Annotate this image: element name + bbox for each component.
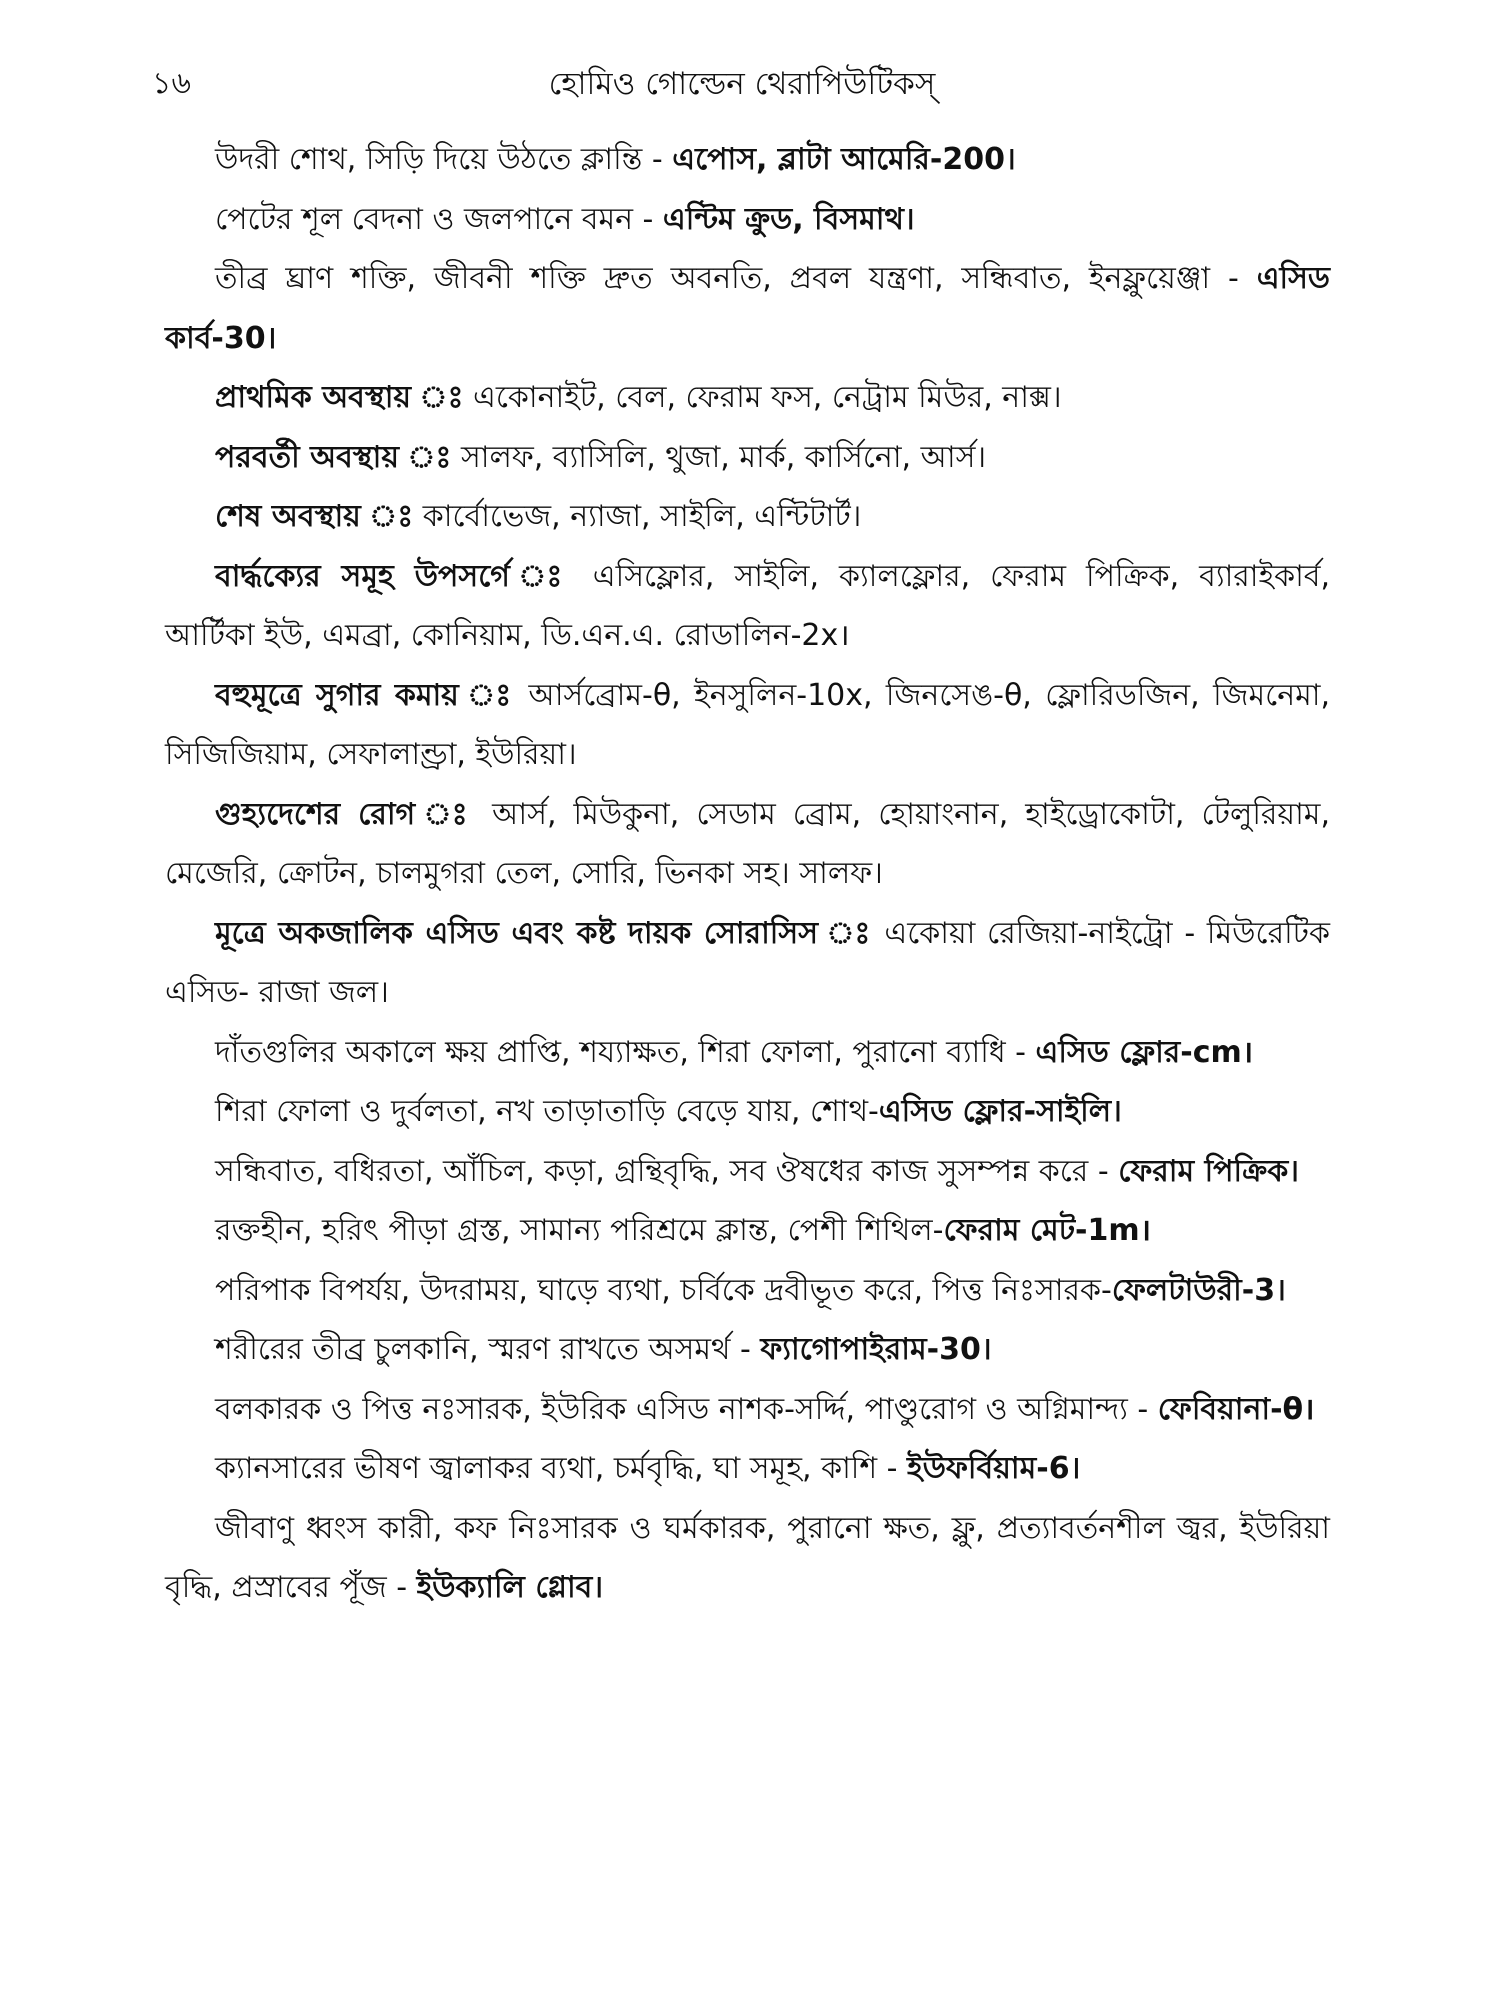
remedy-name: এসিড কার্ব-30।	[165, 261, 1330, 356]
paragraph-text: রক্তহীন, হরিৎ পীড়া গ্রস্ত, সামান্য পরিশ্রমে ক্লান্ত, পেশী শিথিল-	[215, 1213, 944, 1248]
body-text	[165, 130, 1330, 1618]
paragraph	[165, 666, 1330, 785]
paragraph	[165, 785, 1330, 904]
page-number: ১৬	[152, 66, 191, 101]
paragraph-tail: একোনাইট, বেল, ফেরাম ফস, নেট্রাম মিউর, নাক্স।	[463, 380, 1062, 415]
paragraph-text: বলকারক ও পিত্ত নঃসারক, ইউরিক এসিড নাশক-সর্দ্দি, পাণ্ডুরোগ ও অগ্নিমান্দ্য -	[215, 1391, 1158, 1427]
section-heading: বহুমূত্রে সুগার কমায় ঃ	[215, 677, 516, 713]
section-heading: মূত্রে অকজালিক এসিড এবং কষ্ট দায়ক সোরাসিস ঃ	[215, 915, 873, 951]
remedy-name: এসিড ফ্লোর-cm।	[1035, 1034, 1254, 1070]
remedy-name: এসিড ফ্লোর-সাইলি।	[878, 1094, 1122, 1129]
paragraph-text: শরীরের তীব্র চুলকানি, স্মরণ রাখতে অসমর্থ -	[215, 1332, 761, 1367]
paragraph	[165, 1082, 1330, 1142]
paragraph-text: পরিপাক বিপর্যয়, উদরাময়, ঘাড়ে ব্যথা, চর্বিকে দ্রবীভূত করে, পিত্ত নিঃসারক-	[215, 1272, 1112, 1308]
section-heading: শেষ অবস্থায় ঃ	[215, 499, 414, 534]
running-head	[152, 58, 1332, 110]
paragraph	[165, 1023, 1330, 1083]
paragraph-tail: এসিফ্লোর, সাইলি, ক্যালফ্লোর, ফেরাম পিক্রিক, ব্যারাইকার্ব, আর্টিকা ইউ, এমব্রা, কোনিয়াম, ডি.এন.এ. রোডালিন-2x।	[165, 558, 1330, 653]
paragraph	[165, 249, 1330, 368]
paragraph	[165, 904, 1330, 1023]
remedy-name: এন্টিম ক্রুড, বিসমাথ।	[662, 201, 915, 237]
section-heading: গুহ্যদেশের রোগ ঃ	[215, 796, 476, 832]
section-heading: প্রাথমিক অবস্থায় ঃ	[215, 380, 464, 415]
remedy-name: ফেরাম পিক্রিক।	[1118, 1153, 1299, 1189]
remedy-name: ফ্যাগোপাইরাম-30।	[760, 1332, 992, 1367]
paragraph-text: তীব্র ঘ্রাণ শক্তি, জীবনী শক্তি দ্রুত অবনতি, প্রবল যন্ত্রণা, সন্ধিবাত, ইনফ্লুয়েঞ্জা -	[215, 261, 1257, 296]
remedy-name: ফেবিয়ানা-θ।	[1157, 1391, 1315, 1427]
paragraph	[165, 487, 1330, 547]
remedy-name: ইউক্যালি গ্লোব।	[416, 1570, 604, 1605]
paragraph-text: পেটের শূল বেদনা ও জলপানে বমন -	[215, 201, 663, 237]
paragraph-tail: সালফ, ব্যাসিলি, থুজা, মার্ক, কার্সিনো, আর্স।	[451, 439, 987, 475]
paragraph-text: সন্ধিবাত, বধিরতা, আঁচিল, কড়া, গ্রন্থিবৃদ্ধি, সব ঔষধের কাজ সুসম্পন্ন করে -	[215, 1153, 1119, 1189]
paragraph	[165, 368, 1330, 428]
remedy-name: ফেলটাউরী-3।	[1111, 1272, 1286, 1308]
paragraph-text: শিরা ফোলা ও দুর্বলতা, নখ তাড়াতাড়ি বেড়ে যায়, শোথ-	[215, 1094, 879, 1129]
paragraph-text: ক্যানসারের ভীষণ জ্বালাকর ব্যথা, চর্মবৃদ্ধি, ঘা সমূহ, কাশি -	[215, 1451, 908, 1486]
paragraph	[165, 1261, 1330, 1321]
book-title: হোমিও গোল্ডেন থেরাপিউটিকস্	[548, 66, 936, 102]
remedy-name: ইউফর্বিয়াম-6।	[907, 1451, 1081, 1486]
paragraph	[165, 1439, 1330, 1499]
section-heading: পরবর্তী অবস্থায় ঃ	[215, 439, 452, 475]
paragraph	[165, 1380, 1330, 1440]
paragraph-tail: আর্সব্রোম-θ, ইনসুলিন-10x, জিনসেঙ-θ, ফ্লোরিডজিন, জিমনেমা, সিজিজিয়াম, সেফালাণ্ড্রা, ইউরিয়া।	[165, 677, 1330, 772]
paragraph-tail: কার্বোভেজ, ন্যাজা, সাইলি, এন্টিটার্ট।	[413, 499, 862, 534]
paragraph	[165, 1201, 1330, 1261]
paragraph-text: দাঁতগুলির অকালে ক্ষয় প্রাপ্তি, শয্যাক্ষত, শিরা ফোলা, পুরানো ব্যাধি -	[215, 1034, 1036, 1070]
remedy-name: এপোস, ব্লাটা আমেরি-200।	[672, 142, 1016, 177]
paragraph-text: জীবাণু ধ্বংস কারী, কফ নিঃসারক ও ঘর্মকারক, পুরানো ক্ষত, ফ্লু, প্রত্যাবর্তনশীল জ্বর, ইউরিয়া বৃদ্ধি, প্রস্রাবের পূঁজ -	[165, 1510, 1330, 1605]
paragraph-text: উদরী শোথ, সিড়ি দিয়ে উঠতে ক্লান্তি -	[215, 142, 673, 177]
section-heading: বার্দ্ধক্যের সমূহ উপসর্গে ঃ	[215, 558, 573, 594]
paragraph	[165, 1142, 1330, 1202]
paragraph-tail: আর্স, মিউকুনা, সেডাম ব্রোম, হোয়াংনান, হাইড্রোকোটা, টেলুরিয়াম, মেজেরি, ক্রোটন, চালমুগরা তেল, সোরি, ভিনকা সহ। সালফ।	[165, 796, 1330, 891]
paragraph	[165, 1499, 1330, 1618]
remedy-name: ফেরাম মেট-1m।	[943, 1213, 1152, 1248]
paragraph	[165, 428, 1330, 488]
paragraph	[165, 547, 1330, 666]
paragraph	[165, 1320, 1330, 1380]
paragraph	[165, 190, 1330, 250]
paragraph-tail: একোয়া রেজিয়া-নাইট্রো - মিউরেটিক এসিড- রাজা জল।	[165, 915, 1331, 1010]
paragraph	[165, 130, 1330, 190]
